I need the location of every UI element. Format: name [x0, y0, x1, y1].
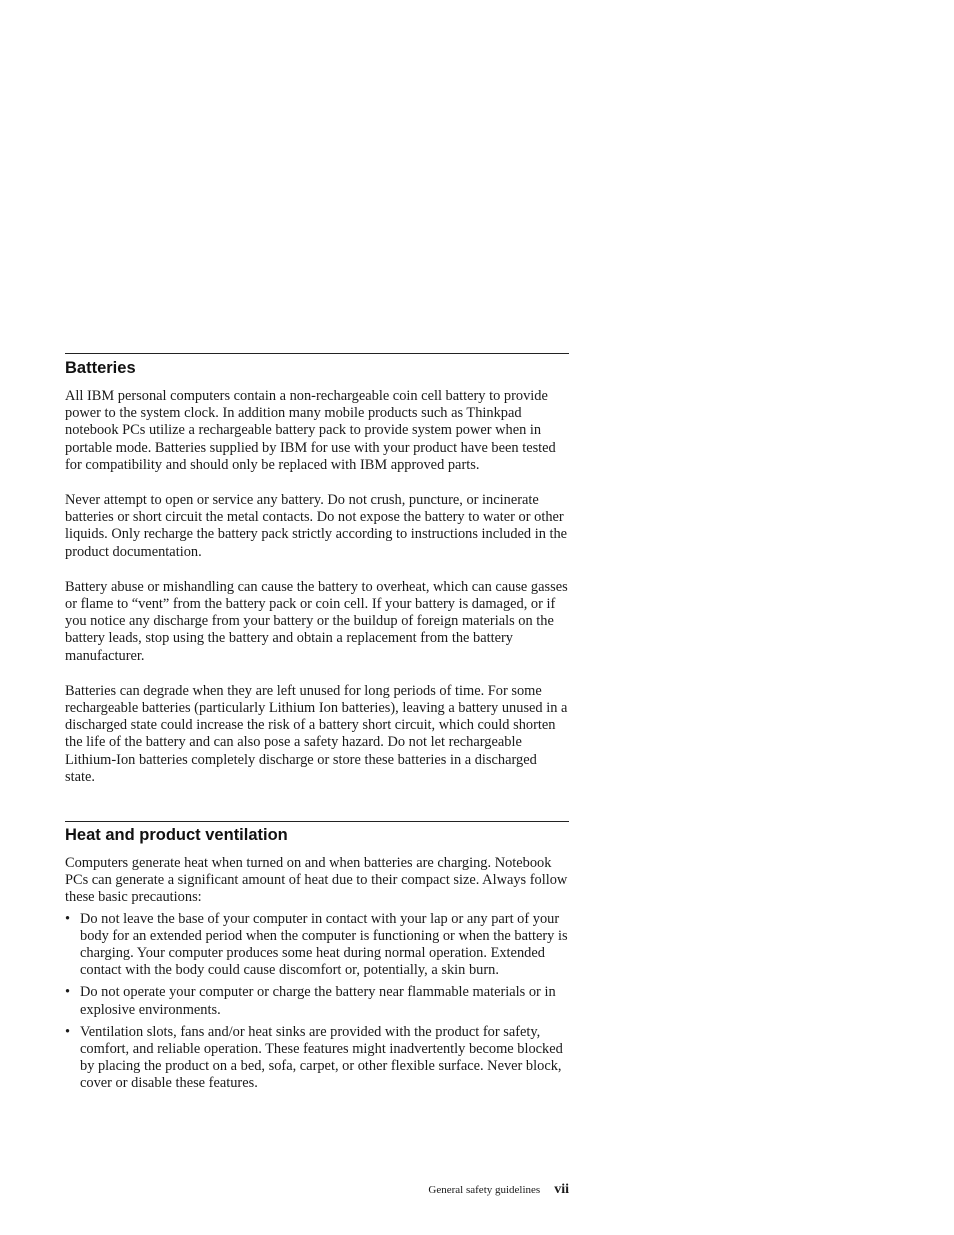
section-heading-heat: Heat and product ventilation — [65, 826, 288, 844]
section-divider — [65, 353, 569, 354]
list-item — [65, 911, 569, 980]
list-item-text: Ventilation slots, fans and/or heat sinks are provided with the product for safety, comfort, and reliable operation. These features might inadvertently become blocked by placing the product on a bed, sofa, carpet, or other flexible surface. Never block, cover or disable these features. — [80, 1023, 563, 1092]
list-item — [65, 984, 569, 1018]
page-footer — [407, 1180, 569, 1198]
page-number: vii — [554, 1182, 569, 1197]
bullet-icon: • — [65, 984, 71, 1001]
list-item — [65, 1024, 569, 1093]
bullet-icon: • — [65, 1023, 71, 1040]
section-divider — [65, 821, 569, 822]
footer-section-title: General safety guidelines — [428, 1184, 541, 1196]
batteries-paragraph: Never attempt to open or service any battery. Do not crush, puncture, or incinerate batteries or short circuit the metal contacts. Do not expose the battery to water or other liquids. Only recharge the battery pack strictly according to instructions included in the product documentation. — [65, 492, 568, 560]
batteries-paragraph: Battery abuse or mishandling can cause the battery to overheat, which can cause gasses or flame to “vent” from the battery pack or coin cell. If your battery is damaged, or if you notice any discharge from your battery or the buildup of foreign materials on the battery leads, stop using the battery and obtain a replacement from the battery manufacturer. — [65, 578, 568, 664]
heat-intro-paragraph: Computers generate heat when turned on and when batteries are charging. Notebook PCs can generate a significant amount of heat due to their compact size. Always follow these basic precautions: — [65, 855, 568, 906]
list-item-text: Do not leave the base of your computer in contact with your lap or any part of your body for an extended period when the computer is functioning or when the battery is charging. Your computer produces some heat during normal operation. Extended contact with the body could cause discomfort or, potentially, a skin burn. — [80, 910, 568, 979]
heat-ventilation-section — [65, 821, 569, 1098]
batteries-paragraph: Batteries can degrade when they are left unused for long periods of time. For some rechargeable batteries (particularly Lithium Ion batteries), leaving a battery unused in a discharged state could increase the risk of a battery short circuit, which could shorten the life of the battery and can also pose a safety hazard. Do not let rechargeable Lithium-Ion batteries completely discharge or store these batteries in a discharged state. — [65, 682, 568, 785]
precautions-list — [65, 911, 569, 1093]
list-item-text: Do not operate your computer or charge the battery near flammable materials or in explosive environments. — [80, 984, 556, 1018]
section-heading-batteries: Batteries — [65, 359, 136, 377]
batteries-section — [65, 353, 569, 804]
batteries-paragraph: All IBM personal computers contain a non-rechargeable coin cell battery to provide power to the system clock. In addition many mobile products such as Thinkpad notebook PCs utilize a rechargeable battery pack to provide system power when in portable mode. Batteries supplied by IBM for use with your product have been tested for compatibility and should only be replaced with IBM approved parts. — [65, 388, 556, 473]
bullet-icon: • — [65, 910, 71, 927]
